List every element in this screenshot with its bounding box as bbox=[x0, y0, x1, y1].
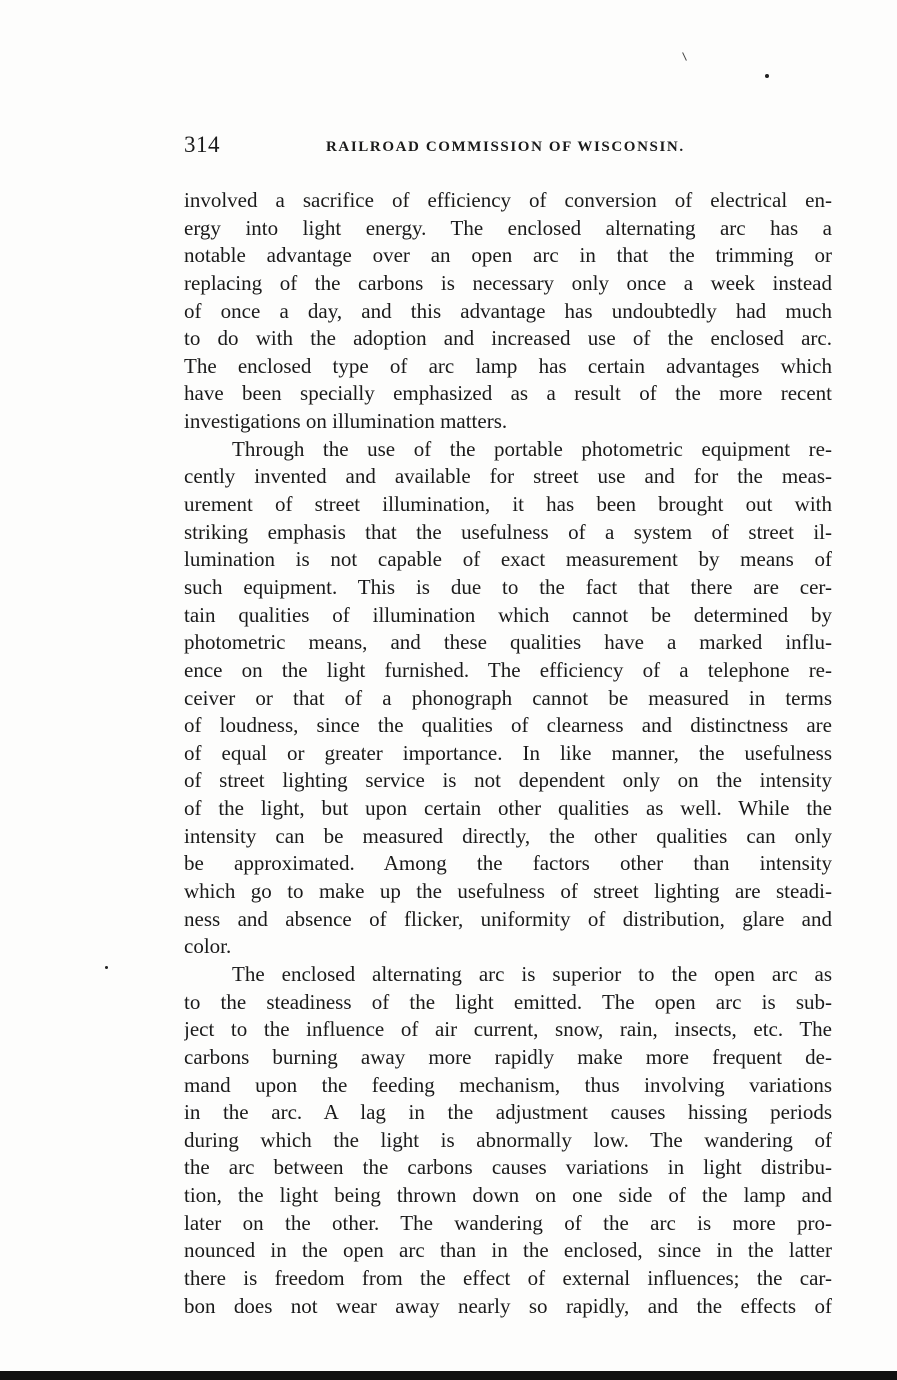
body-text bbox=[184, 187, 832, 1320]
text-line: of the light, but upon certain other qualities as well. While the bbox=[184, 796, 832, 821]
text-line: ject to the influence of air current, snow, rain, insects, etc. The bbox=[184, 1017, 832, 1042]
text-line: there is freedom from the effect of external influences; the car- bbox=[184, 1265, 832, 1290]
scan-speck bbox=[105, 966, 108, 969]
scan-edge bbox=[0, 1371, 897, 1380]
text-line: such equipment. This is due to the fact that there are cer- bbox=[184, 574, 832, 599]
page-header bbox=[184, 132, 834, 162]
text-line: mand upon the feeding mechanism, thus involving variations bbox=[184, 1072, 832, 1097]
text-line: involved a sacrifice of efficiency of conversion of electrical en- bbox=[184, 188, 832, 212]
text-line: intensity can be measured directly, the other qualities can only bbox=[184, 823, 832, 848]
text-line: during which the light is abnormally low. The wandering of bbox=[184, 1127, 832, 1152]
paragraph bbox=[184, 961, 832, 1320]
text-line: replacing of the carbons is necessary only once a week instead bbox=[184, 270, 832, 295]
text-line: to do with the adoption and increased use of the enclosed arc. bbox=[184, 326, 832, 351]
text-line: striking emphasis that the usefulness of a system of street il- bbox=[184, 519, 832, 544]
text-line: the arc between the carbons causes variations in light distribu- bbox=[184, 1155, 832, 1180]
text-line: of loudness, since the qualities of clearness and distinctness are bbox=[184, 713, 832, 738]
text-line: ness and absence of flicker, uniformity of distribution, glare and bbox=[184, 906, 832, 931]
text-line: tain qualities of illumination which cannot be determined by bbox=[184, 602, 832, 627]
page-number: 314 bbox=[184, 132, 220, 157]
text-line: urement of street illumination, it has been brought out with bbox=[184, 492, 832, 517]
text-line: notable advantage over an open arc in that the trimming or bbox=[184, 243, 832, 268]
text-line: be approximated. Among the factors other than intensity bbox=[184, 851, 832, 876]
text-line: which go to make up the usefulness of street lighting are steadi- bbox=[184, 879, 832, 904]
text-line: color. bbox=[184, 934, 232, 959]
paragraph bbox=[184, 436, 832, 961]
text-line: of street lighting service is not dependent only on the intensity bbox=[184, 768, 832, 793]
running-head: RAILROAD COMMISSION OF WISCONSIN. bbox=[326, 139, 685, 155]
text-line: of once a day, and this advantage has undoubtedly had much bbox=[184, 298, 832, 323]
text-line: The enclosed alternating arc is superior to the open arc as bbox=[232, 961, 832, 986]
text-line: later on the other. The wandering of the arc is more pro- bbox=[184, 1210, 832, 1235]
text-line: to the steadiness of the light emitted. The open arc is sub- bbox=[184, 989, 832, 1014]
scan-speck bbox=[765, 74, 769, 78]
text-line: Through the use of the portable photometric equipment re- bbox=[232, 436, 832, 461]
text-line: of equal or greater importance. In like manner, the usefulness bbox=[184, 740, 832, 765]
text-line: ence on the light furnished. The efficiency of a telephone re- bbox=[184, 657, 832, 682]
paragraph bbox=[184, 187, 832, 436]
text-line: photometric means, and these qualities have a marked influ- bbox=[184, 630, 832, 655]
text-line: investigations on illumination matters. bbox=[184, 409, 508, 434]
text-line: lumination is not capable of exact measurement by means of bbox=[184, 547, 832, 572]
text-line: ceiver or that of a phonograph cannot be measured in terms bbox=[184, 685, 832, 710]
text-line: carbons burning away more rapidly make more frequent de- bbox=[184, 1044, 832, 1069]
text-line: ergy into light energy. The enclosed alternating arc has a bbox=[184, 215, 832, 240]
text-line: tion, the light being thrown down on one side of the lamp and bbox=[184, 1183, 832, 1208]
text-line: cently invented and available for street use and for the meas- bbox=[184, 464, 832, 489]
text-line: nounced in the open arc than in the enclosed, since in the latter bbox=[184, 1238, 832, 1263]
text-line: The enclosed type of arc lamp has certain advantages which bbox=[184, 353, 832, 378]
text-line: in the arc. A lag in the adjustment causes hissing periods bbox=[184, 1100, 832, 1125]
text-line: have been specially emphasized as a result of the more recent bbox=[184, 381, 832, 406]
text-line: bon does not wear away nearly so rapidly, and the effects of bbox=[184, 1293, 832, 1318]
scan-mark bbox=[682, 52, 687, 61]
